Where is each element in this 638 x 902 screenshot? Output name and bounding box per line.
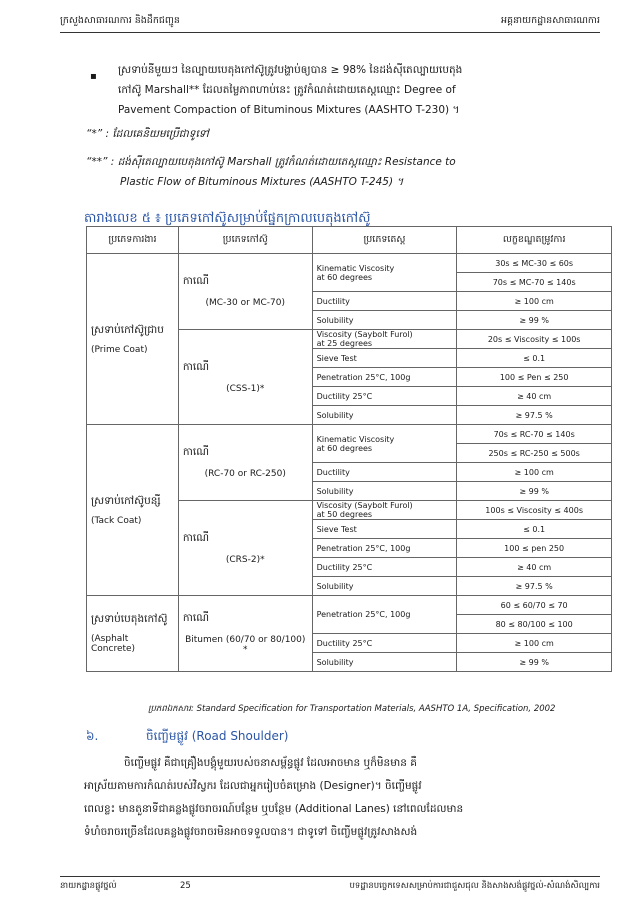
section-line-2: អាស្រ័យតាមការកំណត់របស់វិស្វករ ដែលជាអ្នករៀបចំគម្រោង (Designer)។ ចិញ្ចើមផ្លូវ bbox=[84, 780, 422, 792]
asphalt-code: (MC-30 or MC-70) bbox=[205, 298, 285, 308]
test-name: Sieve Test bbox=[316, 353, 357, 363]
table-source: ប្រភពឯកសារ: Standard Specification for Transportation Materials, AASHTO 1A, Specification, 2002 bbox=[148, 704, 556, 714]
section-line-1: ចិញ្ចើមផ្លូវ គឺជាគ្រឿងបង្គុំមួយរបស់ចនាសម្ព័ន្ធផ្លូវ ដែលអាចមាន ឬក៏មិនមាន គឺ bbox=[124, 757, 417, 769]
asphalt-name-km: កាណើ bbox=[182, 531, 210, 544]
section-line-3: ពេលខ្លះ មានតួនាទីជាគន្លងផ្លូវចរាចរណ៍បន្ថែម ឬបន្ថែម (Additional Lanes) នៅពេលដែលមាន bbox=[84, 803, 464, 815]
test-name: Solubility bbox=[316, 486, 354, 496]
intro-line-1: ស្រទាប់នីមួយៗ នៃល្បាយបេតុងកៅស៊ូត្រូវបង្ហាប់ឲ្យបាន ≥ 98% នៃដង់ស៊ីតេល្បាយបេតុង bbox=[118, 64, 463, 76]
table-row bbox=[87, 596, 612, 615]
test-type-cell bbox=[312, 406, 457, 425]
header-test-type: ប្រភេទតេស្ត bbox=[312, 227, 457, 254]
requirement-cell: 80 ≤ 80/100 ≤ 100 bbox=[457, 615, 612, 634]
asphalt-type-cell bbox=[178, 254, 312, 330]
requirement-cell: ≥ 99 % bbox=[457, 653, 612, 672]
requirement-cell: 30s ≤ MC-30 ≤ 60s bbox=[457, 254, 612, 273]
test-name: Solubility bbox=[316, 657, 354, 667]
test-type-cell bbox=[312, 387, 457, 406]
footer-standard-title: បទដ្ឋានបច្ចេកទេសសម្រាប់ការជាជួសជុល និងសាងសង់ផ្លូវថ្នល់-សំណង់សិល្បការ bbox=[349, 881, 600, 891]
requirement-cell: ≥ 100 cm bbox=[457, 463, 612, 482]
test-name: Penetration 25°C, 100g bbox=[316, 610, 411, 619]
requirement-cell: 70s ≤ MC-70 ≤ 140s bbox=[457, 273, 612, 292]
requirement-cell: ≥ 40 cm bbox=[457, 558, 612, 577]
asphalt-spec-table bbox=[86, 226, 612, 672]
test-type-cell bbox=[312, 425, 457, 463]
test-name: Solubility bbox=[316, 315, 354, 325]
requirement-cell: 60 ≤ 60/70 ≤ 70 bbox=[457, 596, 612, 615]
asphalt-code: (RC-70 or RC-250) bbox=[204, 469, 286, 479]
test-name: Sieve Test bbox=[316, 524, 357, 534]
requirement-cell: 100s ≤ Viscosity ≤ 400s bbox=[457, 501, 612, 520]
bullet-square-icon: ▪ bbox=[90, 71, 97, 82]
asphalt-type-cell bbox=[178, 596, 312, 672]
table-row bbox=[87, 425, 612, 444]
test-type-cell bbox=[312, 311, 457, 330]
work-type-cell bbox=[87, 425, 179, 596]
test-name: Viscosity (Saybolt Furol) bbox=[316, 330, 413, 339]
test-name: Ductility bbox=[316, 467, 350, 477]
section-number: ៦. bbox=[86, 729, 99, 743]
test-condition: at 50 degrees bbox=[316, 510, 373, 519]
test-type-cell bbox=[312, 482, 457, 501]
note-marshall-line-1: “**” : ដង់ស៊ីតេល្បាយបេតុងកៅស៊ូ Marshall ត្រូវកំណត់ដោយតេស្តឈ្មោះ Resistance to bbox=[86, 156, 456, 168]
test-condition: at 25 degrees bbox=[316, 339, 373, 348]
test-condition: at 60 degrees bbox=[316, 272, 373, 282]
header-asphalt-type: ប្រភេទកៅស៊ូ bbox=[178, 227, 312, 254]
test-type-cell bbox=[312, 368, 457, 387]
test-name: Ductility bbox=[316, 296, 350, 306]
header-department: អគ្គនាយកដ្ឋានសាធារណការ bbox=[500, 15, 600, 26]
test-type-cell bbox=[312, 558, 457, 577]
asphalt-code: (CSS-1)* bbox=[226, 383, 265, 394]
test-name: Ductility 25°C bbox=[316, 562, 373, 572]
work-type-cell bbox=[87, 596, 179, 672]
test-name: Viscosity (Saybolt Furol) bbox=[316, 501, 413, 510]
test-name: Solubility bbox=[316, 581, 354, 591]
work-type-km: ស្រទាប់បេតុងកៅស៊ូ bbox=[91, 613, 168, 625]
footer-department: នាយកដ្ឋានផ្លូវថ្នល់ bbox=[60, 881, 117, 891]
requirement-cell: ≥ 100 cm bbox=[457, 292, 612, 311]
note-common-use: “*” : ដែលគេនិយមប្រើជាទូទៅ bbox=[86, 128, 209, 140]
work-type-en: (Prime Coat) bbox=[91, 344, 148, 355]
test-type-cell bbox=[312, 463, 457, 482]
requirement-cell: ≤ 0.1 bbox=[457, 520, 612, 539]
test-type-cell bbox=[312, 330, 457, 349]
test-name: Solubility bbox=[316, 410, 354, 420]
section-title: ចិញ្ចើមផ្លូវ (Road Shoulder) bbox=[146, 729, 289, 743]
page-number: 25 bbox=[180, 881, 191, 891]
asphalt-type-cell bbox=[178, 501, 312, 596]
test-type-cell bbox=[312, 501, 457, 520]
requirement-cell: ≥ 99 % bbox=[457, 311, 612, 330]
requirement-cell: 100 ≤ pen 250 bbox=[457, 539, 612, 558]
header-requirement: លក្ខខណ្ឌតម្រូវការ bbox=[457, 227, 612, 254]
requirement-cell: ≥ 97.5 % bbox=[457, 577, 612, 596]
intro-line-2: កៅស៊ូ Marshall** ដែលតម្លៃភាពហាប់នេះ ត្រូវកំណត់ដោយតេស្តឈ្មោះ Degree of bbox=[118, 84, 456, 96]
test-name: Ductility 25°C bbox=[316, 391, 373, 401]
test-type-cell bbox=[312, 596, 457, 634]
work-type-en: (Asphalt Concrete) bbox=[91, 634, 136, 654]
test-name: Kinematic Viscosity bbox=[316, 263, 395, 273]
requirement-cell: ≤ 0.1 bbox=[457, 349, 612, 368]
table-header-row bbox=[87, 227, 612, 254]
work-type-cell bbox=[87, 254, 179, 425]
asphalt-name-km: កាណើ bbox=[182, 360, 210, 373]
intro-line-3: Pavement Compaction of Bituminous Mixtures (AASHTO T-230) ។ bbox=[118, 104, 460, 116]
test-name: Ductility 25°C bbox=[316, 638, 373, 648]
test-type-cell bbox=[312, 653, 457, 672]
test-type-cell bbox=[312, 539, 457, 558]
asphalt-name-km: កាណើ bbox=[182, 446, 210, 458]
section-line-4: ទំហំចរាចរច្រើនដែលគន្លងផ្លូវចរាចរមិនអាចទទួលបាន។ ជាទូទៅ ចិញ្ចើមផ្លូវត្រូវសាងសង់ bbox=[84, 826, 418, 838]
asphalt-code: (CRS-2)* bbox=[225, 554, 265, 565]
work-type-km: ស្រទាប់កៅស៊ូបន្សី bbox=[91, 494, 161, 507]
asphalt-type-cell bbox=[178, 425, 312, 501]
requirement-cell: ≥ 99 % bbox=[457, 482, 612, 501]
asphalt-type-cell bbox=[178, 330, 312, 425]
test-name: Penetration 25°C, 100g bbox=[316, 372, 411, 382]
page-footer bbox=[60, 876, 600, 897]
page-header bbox=[60, 12, 600, 33]
test-type-cell bbox=[312, 520, 457, 539]
asphalt-name-km: កាណើ bbox=[182, 612, 210, 624]
asphalt-name-km: កាណើ bbox=[182, 275, 210, 287]
test-condition: at 60 degrees bbox=[316, 443, 373, 453]
requirement-cell: ≥ 97.5 % bbox=[457, 406, 612, 425]
test-name: Kinematic Viscosity bbox=[316, 434, 395, 444]
test-type-cell bbox=[312, 349, 457, 368]
requirement-cell: 70s ≤ RC-70 ≤ 140s bbox=[457, 425, 612, 444]
table-title: តារាងលេខ ៥ ៖ ប្រភេទកៅស៊ូសម្រាប់ផ្នែកក្រាលបេតុងកៅស៊ូ bbox=[84, 211, 371, 226]
intro-paragraph bbox=[118, 60, 600, 120]
header-work-type: ប្រភេទការងារ bbox=[87, 227, 179, 254]
header-ministry: ក្រសួងសាធារណការ និងដឹកជញ្ជូន bbox=[60, 15, 180, 26]
work-type-en: (Tack Coat) bbox=[91, 515, 142, 526]
requirement-cell: 100 ≤ Pen ≤ 250 bbox=[457, 368, 612, 387]
test-type-cell bbox=[312, 577, 457, 596]
table-row bbox=[87, 254, 612, 273]
test-name: Penetration 25°C, 100g bbox=[316, 543, 411, 553]
test-type-cell bbox=[312, 254, 457, 292]
requirement-cell: 250s ≤ RC-250 ≤ 500s bbox=[457, 444, 612, 463]
work-type-km: ស្រទាប់កៅស៊ូជ្រាប bbox=[91, 323, 164, 336]
requirement-cell: ≥ 100 cm bbox=[457, 634, 612, 653]
test-type-cell bbox=[312, 292, 457, 311]
note-marshall-line-2: Plastic Flow of Bituminous Mixtures (AASHTO T-245) ។ bbox=[120, 176, 404, 188]
asphalt-code: Bitumen (60/70 or 80/100) * bbox=[185, 635, 306, 655]
requirement-cell: 20s ≤ Viscosity ≤ 100s bbox=[457, 330, 612, 349]
test-type-cell bbox=[312, 634, 457, 653]
requirement-cell: ≥ 40 cm bbox=[457, 387, 612, 406]
